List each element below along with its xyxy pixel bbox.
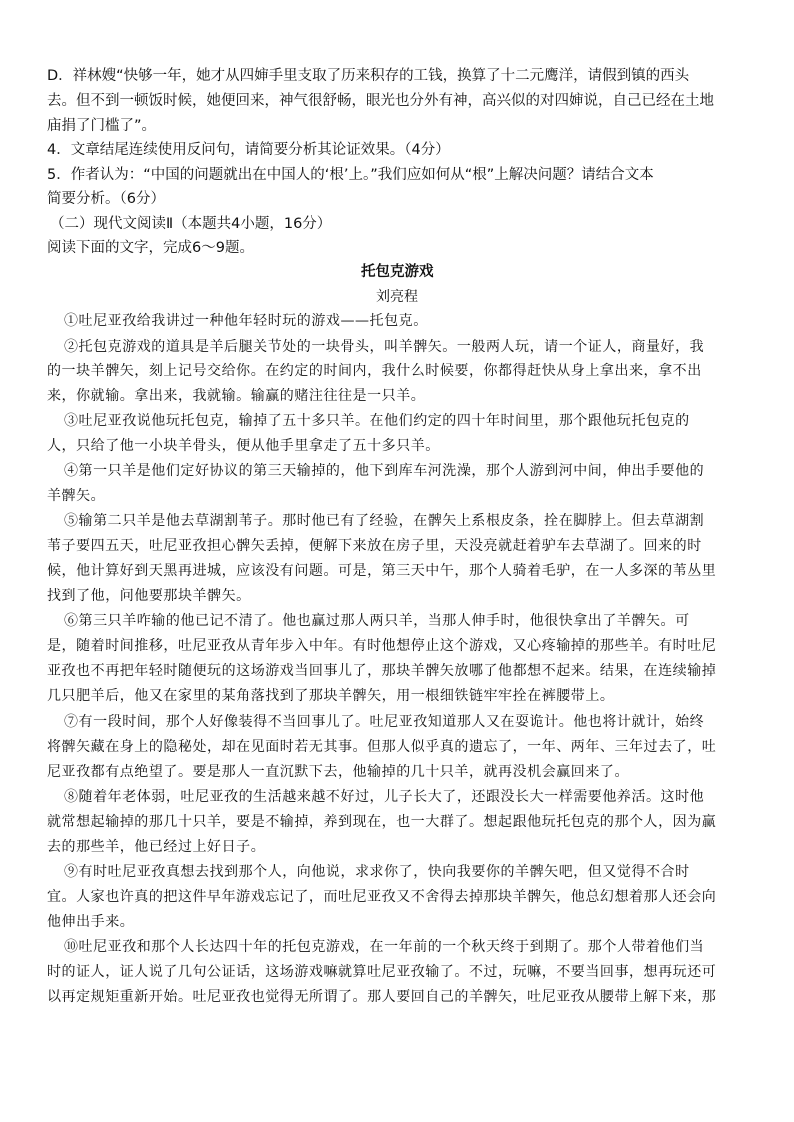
article-line: 苇子要四五天，吐尼亚孜担心髀矢丢掉，便解下来放在房子里，天没亮就赶着驴车去草湖了。回来的时 — [47, 538, 702, 554]
article-line: ⑩吐尼亚孜和那个人长达四十年的托包克游戏，在一年前的一个秋天终于到期了。那个人带着他们当 — [64, 939, 705, 955]
article-line: 他伸出手来。 — [47, 914, 135, 930]
article-line: ③吐尼亚孜说他玩托包克，输掉了五十多只羊。在他们约定的四十年时间里，那个跟他玩托包克的 — [64, 413, 690, 429]
article-line: 找到了他，问他要那块羊髀矢。 — [47, 588, 251, 604]
option-d-line-2: 去。但不到一顿饭时候，她便回来，神气很舒畅，眼光也分外有神，高兴似的对四婶说，自己已经在土地 — [47, 93, 714, 109]
article-line: ②托包克游戏的道具是羊后腿关节处的一块骨头，叫羊髀矢。一般两人玩，请一个证人，商量好，我 — [64, 339, 705, 355]
article-line: 来，你就输。拿出来，我就输。输赢的赌注往往是一只羊。 — [47, 388, 426, 404]
article-line: 尼亚孜都有点绝望了。要是那人一直沉默下去，他输掉的几十只羊，就再没机会赢回来了。 — [47, 764, 629, 780]
article-line: 的一块羊髀矢，刻上记号交给你。在约定的时间内，我什么时候要，你都得赶快从身上拿出来，拿不出 — [47, 363, 702, 379]
article-line: 是，随着时间推移，吐尼亚孜从青年步入中年。有时他想停止这个游戏，又心疼输掉的那些羊。有时吐尼 — [47, 638, 717, 654]
article-line: 以再定规矩重新开始。吐尼亚孜也觉得无所谓了。那人要回自己的羊髀矢，吐尼亚孜从腰带上解下来，那 — [47, 989, 717, 1005]
article-author: 刘亮程 — [376, 289, 418, 305]
section-heading: （二）现代文阅读Ⅱ（本题共4小题，16分） — [50, 216, 332, 232]
article-line: 就常想起输掉的那几十只羊，要是不输掉，养到现在，也一大群了。想起跟他玩托包克的那个人，因为赢 — [47, 814, 717, 830]
section-instruction: 阅读下面的文字，完成6～9题。 — [47, 240, 254, 256]
option-d-line-1: D．祥林嫂“快够一年，她才从四婶手里支取了历来积存的工钱，换算了十二元鹰洋，请假到镇的西头 — [47, 68, 690, 84]
article-line: 几只肥羊后，他又在家里的某角落找到了那块羊髀矢，用一根细铁链牢牢拴在裤腰带上。 — [47, 688, 615, 704]
article-title: 托包克游戏 — [361, 264, 434, 280]
article-line: 人，只给了他一小块羊骨头，便从他手里拿走了五十多只羊。 — [47, 438, 440, 454]
question-4: 4．文章结尾连续使用反问句，请简要分析其论证效果。（4分） — [47, 142, 450, 158]
article-line: 亚孜也不再把年轻时随便玩的这场游戏当回事儿了，那块羊髀矢放哪了他都想不起来。结果，在连续输掉 — [47, 663, 717, 679]
option-d-line-3: 庙捐了门槛了”。 — [47, 118, 157, 134]
article-line: 将髀矢藏在身上的隐秘处，却在见面时若无其事。但那人似乎真的遗忘了，一年、两年、三年过去了，吐 — [47, 739, 717, 755]
article-line: ⑧随着年老体弱，吐尼亚孜的生活越来越不好过，儿子长大了，还跟没长大一样需要他养活。这时他 — [64, 789, 705, 805]
article-line: 宜。人家也许真的把这件早年游戏忘记了，而吐尼亚孜又不舍得去掉那块羊髀矢，他总幻想着那人还会向 — [47, 889, 717, 905]
article-line: ⑨有时吐尼亚孜真想去找到那个人，向他说，求求你了，快向我要你的羊髀矢吧，但又觉得不合时 — [64, 864, 690, 880]
article-line: ④第一只羊是他们定好协议的第三天输掉的，他下到库车河洗澡，那个人游到河中间，伸出手要他的 — [64, 463, 705, 479]
article-line: 去的那些羊，他已经过上好日子。 — [47, 839, 266, 855]
article-line: 候，他计算好到天黑再进城，应该没有问题。可是，第三天中午，那个人骑着毛驴，在一人多深的苇丛里 — [47, 563, 717, 579]
article-line: 羊髀矢。 — [47, 488, 106, 504]
article-line: ⑦有一段时间，那个人好像装得不当回事儿了。吐尼亚孜知道那人又在耍诡计。他也将计就计，始终 — [64, 714, 705, 730]
article-line: ①吐尼亚孜给我讲过一种他年轻时玩的游戏——托包克。 — [64, 313, 428, 329]
article-line: ⑥第三只羊咋输的他已记不清了。他也赢过那人两只羊，当那人伸手时，他很快拿出了羊髀矢。可 — [64, 613, 690, 629]
article-line: 时的证人，证人说了几句公证话，这场游戏嘛就算吐尼亚孜输了。不过，玩嘛，不要当回事，想再玩还可 — [47, 964, 717, 980]
article-line: ⑤输第二只羊是他去草湖割苇子。那时他已有了经验，在髀矢上系根皮条，拴在脚脖上。但去草湖割 — [64, 513, 705, 529]
question-5-line-2: 简要分析。（6分） — [47, 191, 165, 207]
question-5-line-1: 5．作者认为：“中国的问题就出在中国人的‘根’上。”我们应如何从“根”上解决问题？请结合文本 — [47, 167, 654, 183]
